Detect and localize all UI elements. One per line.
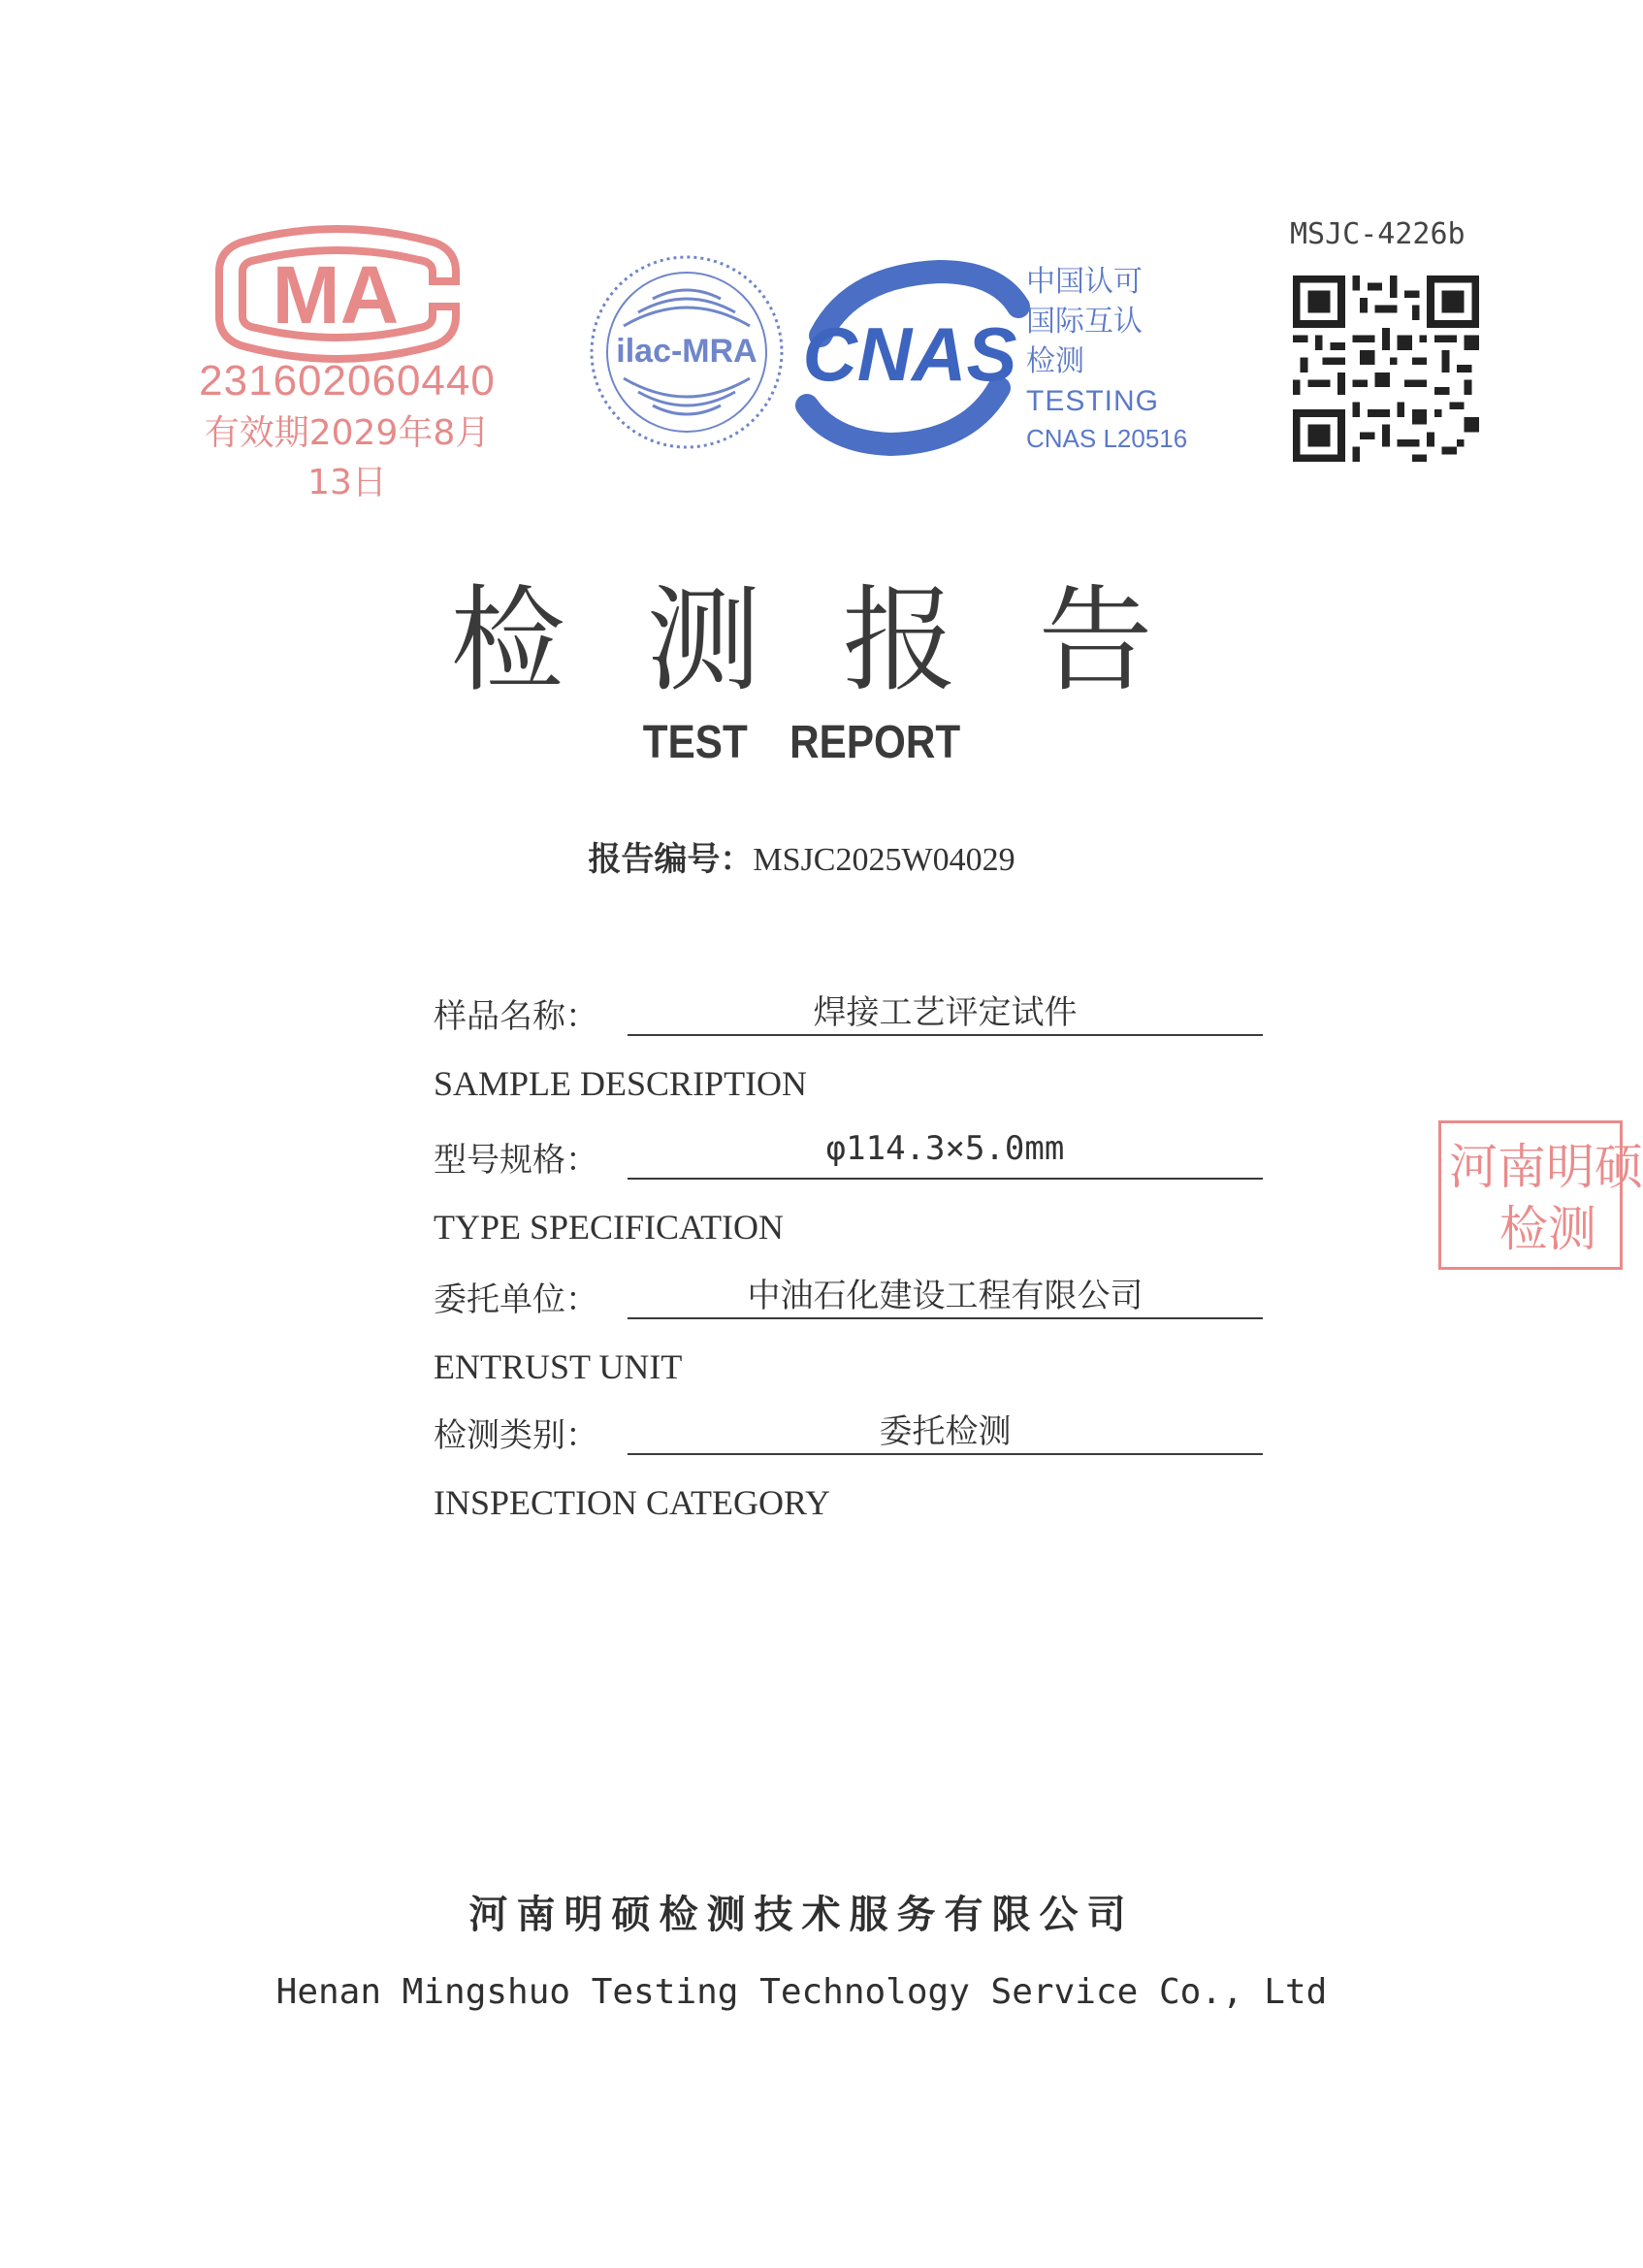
ilac-mra-logo — [585, 250, 789, 454]
field-english-type: TYPE SPECIFICATION — [434, 1208, 785, 1247]
report-number-value: MSJC2025W04029 — [753, 842, 1015, 878]
cma-logo-text: MA — [272, 249, 400, 340]
cnas-text-block — [1026, 262, 1187, 456]
cnas-logo-text: CNAS — [802, 311, 1017, 397]
field-underline-type — [628, 1178, 1263, 1180]
cma-logo — [211, 221, 464, 367]
cnas-line-5: CNAS L20516 — [1026, 424, 1188, 453]
cnas-line-1: 中国认可 — [1026, 265, 1143, 299]
report-number-label: 报告编号： — [588, 840, 754, 879]
qr-code — [1293, 275, 1479, 462]
stamp-line-1: 河南明硕 — [1449, 1139, 1643, 1195]
stamp-line-2: 检测 — [1499, 1201, 1596, 1257]
company-name-english: Henan Mingshuo Testing Technology Service Co., Ltd — [275, 1972, 1328, 2012]
field-value-entrust: 中油石化建设工程有限公司 — [747, 1277, 1144, 1315]
field-value-category: 委托检测 — [879, 1412, 1012, 1451]
cnas-logo — [793, 260, 1026, 454]
field-english-entrust: ENTRUST UNIT — [434, 1347, 683, 1386]
field-underline-sample — [628, 1034, 1263, 1036]
company-name-chinese: 河南明硕检测技术服务有限公司 — [468, 1893, 1135, 1937]
field-label-sample: 样品名称： — [434, 997, 598, 1036]
report-number — [0, 832, 1603, 880]
cnas-line-4: TESTING — [1026, 385, 1160, 417]
field-value-sample: 焊接工艺评定试件 — [813, 993, 1078, 1032]
document-code: MSJC-4226b — [1290, 217, 1466, 251]
field-underline-entrust — [628, 1317, 1263, 1319]
cma-validity: 有效期2029年8月13日 — [204, 413, 491, 502]
cma-number: 231602060440 — [199, 357, 496, 405]
company-stamp — [1438, 1120, 1643, 1270]
field-label-entrust: 委托单位： — [434, 1280, 598, 1319]
ilac-mra-text: ilac-MRA — [616, 333, 757, 370]
field-english-sample: SAMPLE DESCRIPTION — [434, 1064, 808, 1103]
report-title-chinese: 检测报告 — [450, 573, 1235, 707]
field-label-category: 检测类别： — [434, 1416, 598, 1455]
field-underline-category — [628, 1453, 1263, 1455]
report-title-english: TEST REPORT — [642, 717, 961, 768]
field-value-type: φ114.3×5.0mm — [825, 1129, 1065, 1168]
field-english-category: INSPECTION CATEGORY — [434, 1483, 831, 1522]
cnas-line-3: 检测 — [1026, 344, 1084, 378]
cnas-line-2: 国际互认 — [1026, 305, 1143, 339]
field-label-type: 型号规格： — [434, 1141, 598, 1180]
